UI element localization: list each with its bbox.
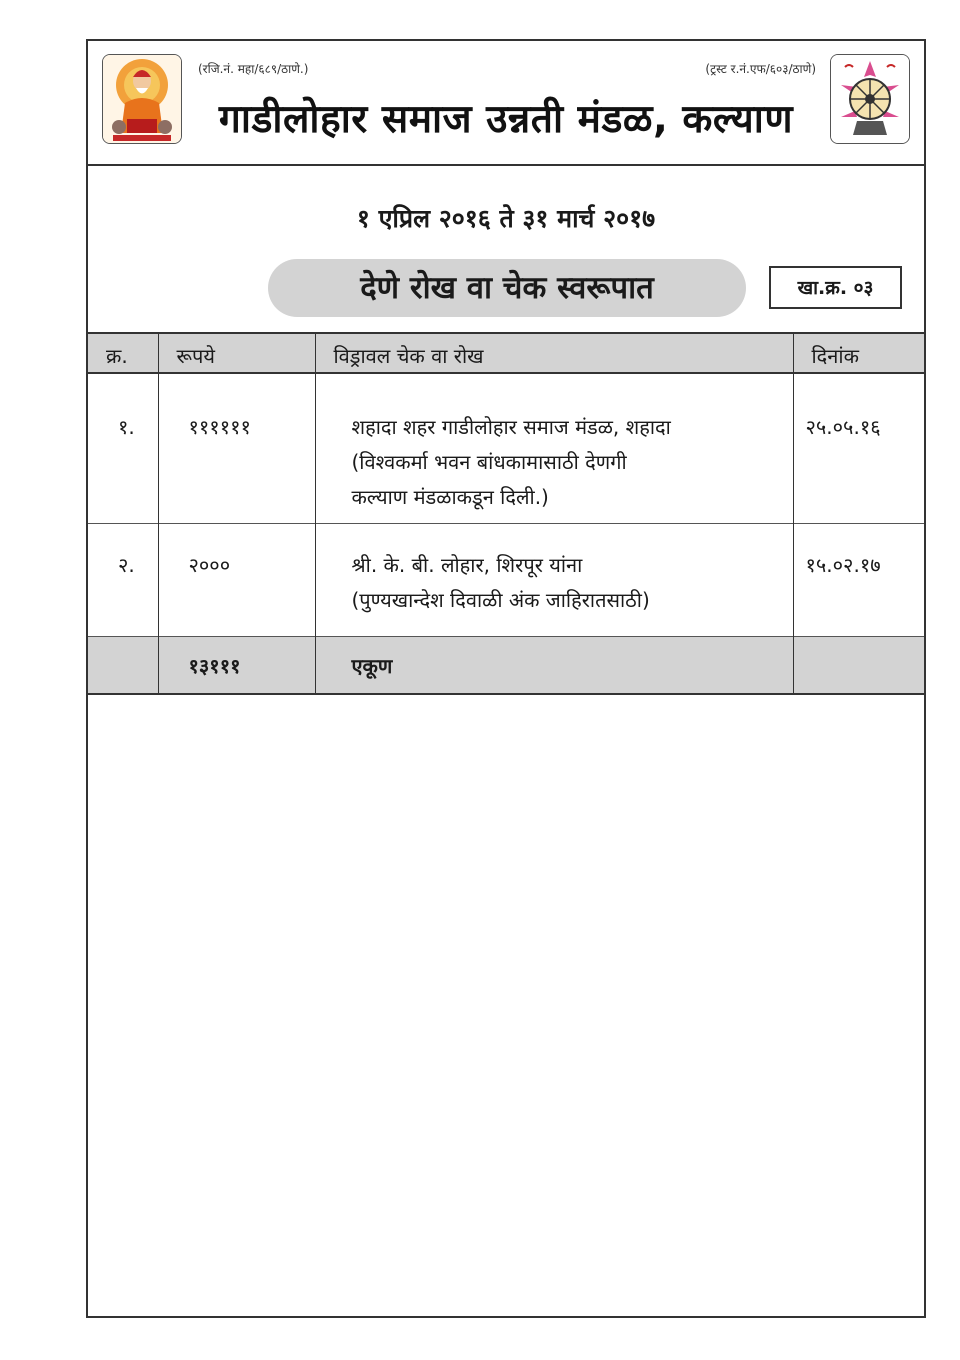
- letterhead: [88, 41, 924, 166]
- description-cell: [315, 373, 793, 523]
- ledger-table: [88, 332, 924, 695]
- total-amount-cell: १३१११: [158, 636, 315, 694]
- serial-cell: १.: [88, 373, 158, 523]
- chariot-wheel-lotus-icon: [830, 54, 910, 144]
- date-cell: १५.०२.१७: [793, 523, 924, 636]
- description-line: शहादा शहर गाडीलोहार समाज मंडळ, शहादा: [351, 415, 671, 439]
- col-header-description: विड्रावल चेक वा रोख: [315, 333, 793, 373]
- total-row: [88, 636, 924, 694]
- page-frame: [86, 39, 926, 1318]
- description-line: (विश्वकर्मा भवन बांधकामासाठी देणगी: [351, 450, 627, 474]
- section-title: देणे रोख वा चेक स्वरूपात: [268, 259, 746, 317]
- total-date-cell: [793, 636, 924, 694]
- col-header-date: दिनांक: [793, 333, 924, 373]
- col-header-serial: क्र.: [88, 333, 158, 373]
- account-number-box: खा.क्र. ०३: [769, 266, 902, 309]
- deity-portrait-icon: [102, 54, 182, 144]
- total-label-cell: एकूण: [315, 636, 793, 694]
- trust-registration-number: (ट्रस्ट र.नं.एफ/६०३/ठाणे): [705, 62, 816, 76]
- table-row: [88, 523, 924, 636]
- table-row: [88, 373, 924, 523]
- description-line: श्री. के. बी. लोहार, शिरपूर यांना: [351, 552, 583, 577]
- serial-cell: २.: [88, 523, 158, 636]
- description-line: (पुण्यखान्देश दिवाळी अंक जाहिरातसाठी): [351, 587, 650, 612]
- table-header-row: [88, 333, 924, 373]
- col-header-amount: रूपये: [158, 333, 315, 373]
- description-line: कल्याण मंडळाकडून दिली.): [351, 485, 549, 509]
- financial-period: १ एप्रिल २०१६ ते ३१ मार्च २०१७: [356, 204, 656, 233]
- organization-title: गाडीलोहार समाज उन्नती मंडळ, कल्याण: [218, 97, 794, 142]
- amount-cell: २०००: [158, 523, 315, 636]
- date-cell: २५.०५.१६: [793, 373, 924, 523]
- description-cell: [315, 523, 793, 636]
- registration-number: (रजि.नं. महा/६८९/ठाणे.): [198, 62, 309, 76]
- total-serial-cell: [88, 636, 158, 694]
- amount-cell: ११११११: [158, 373, 315, 523]
